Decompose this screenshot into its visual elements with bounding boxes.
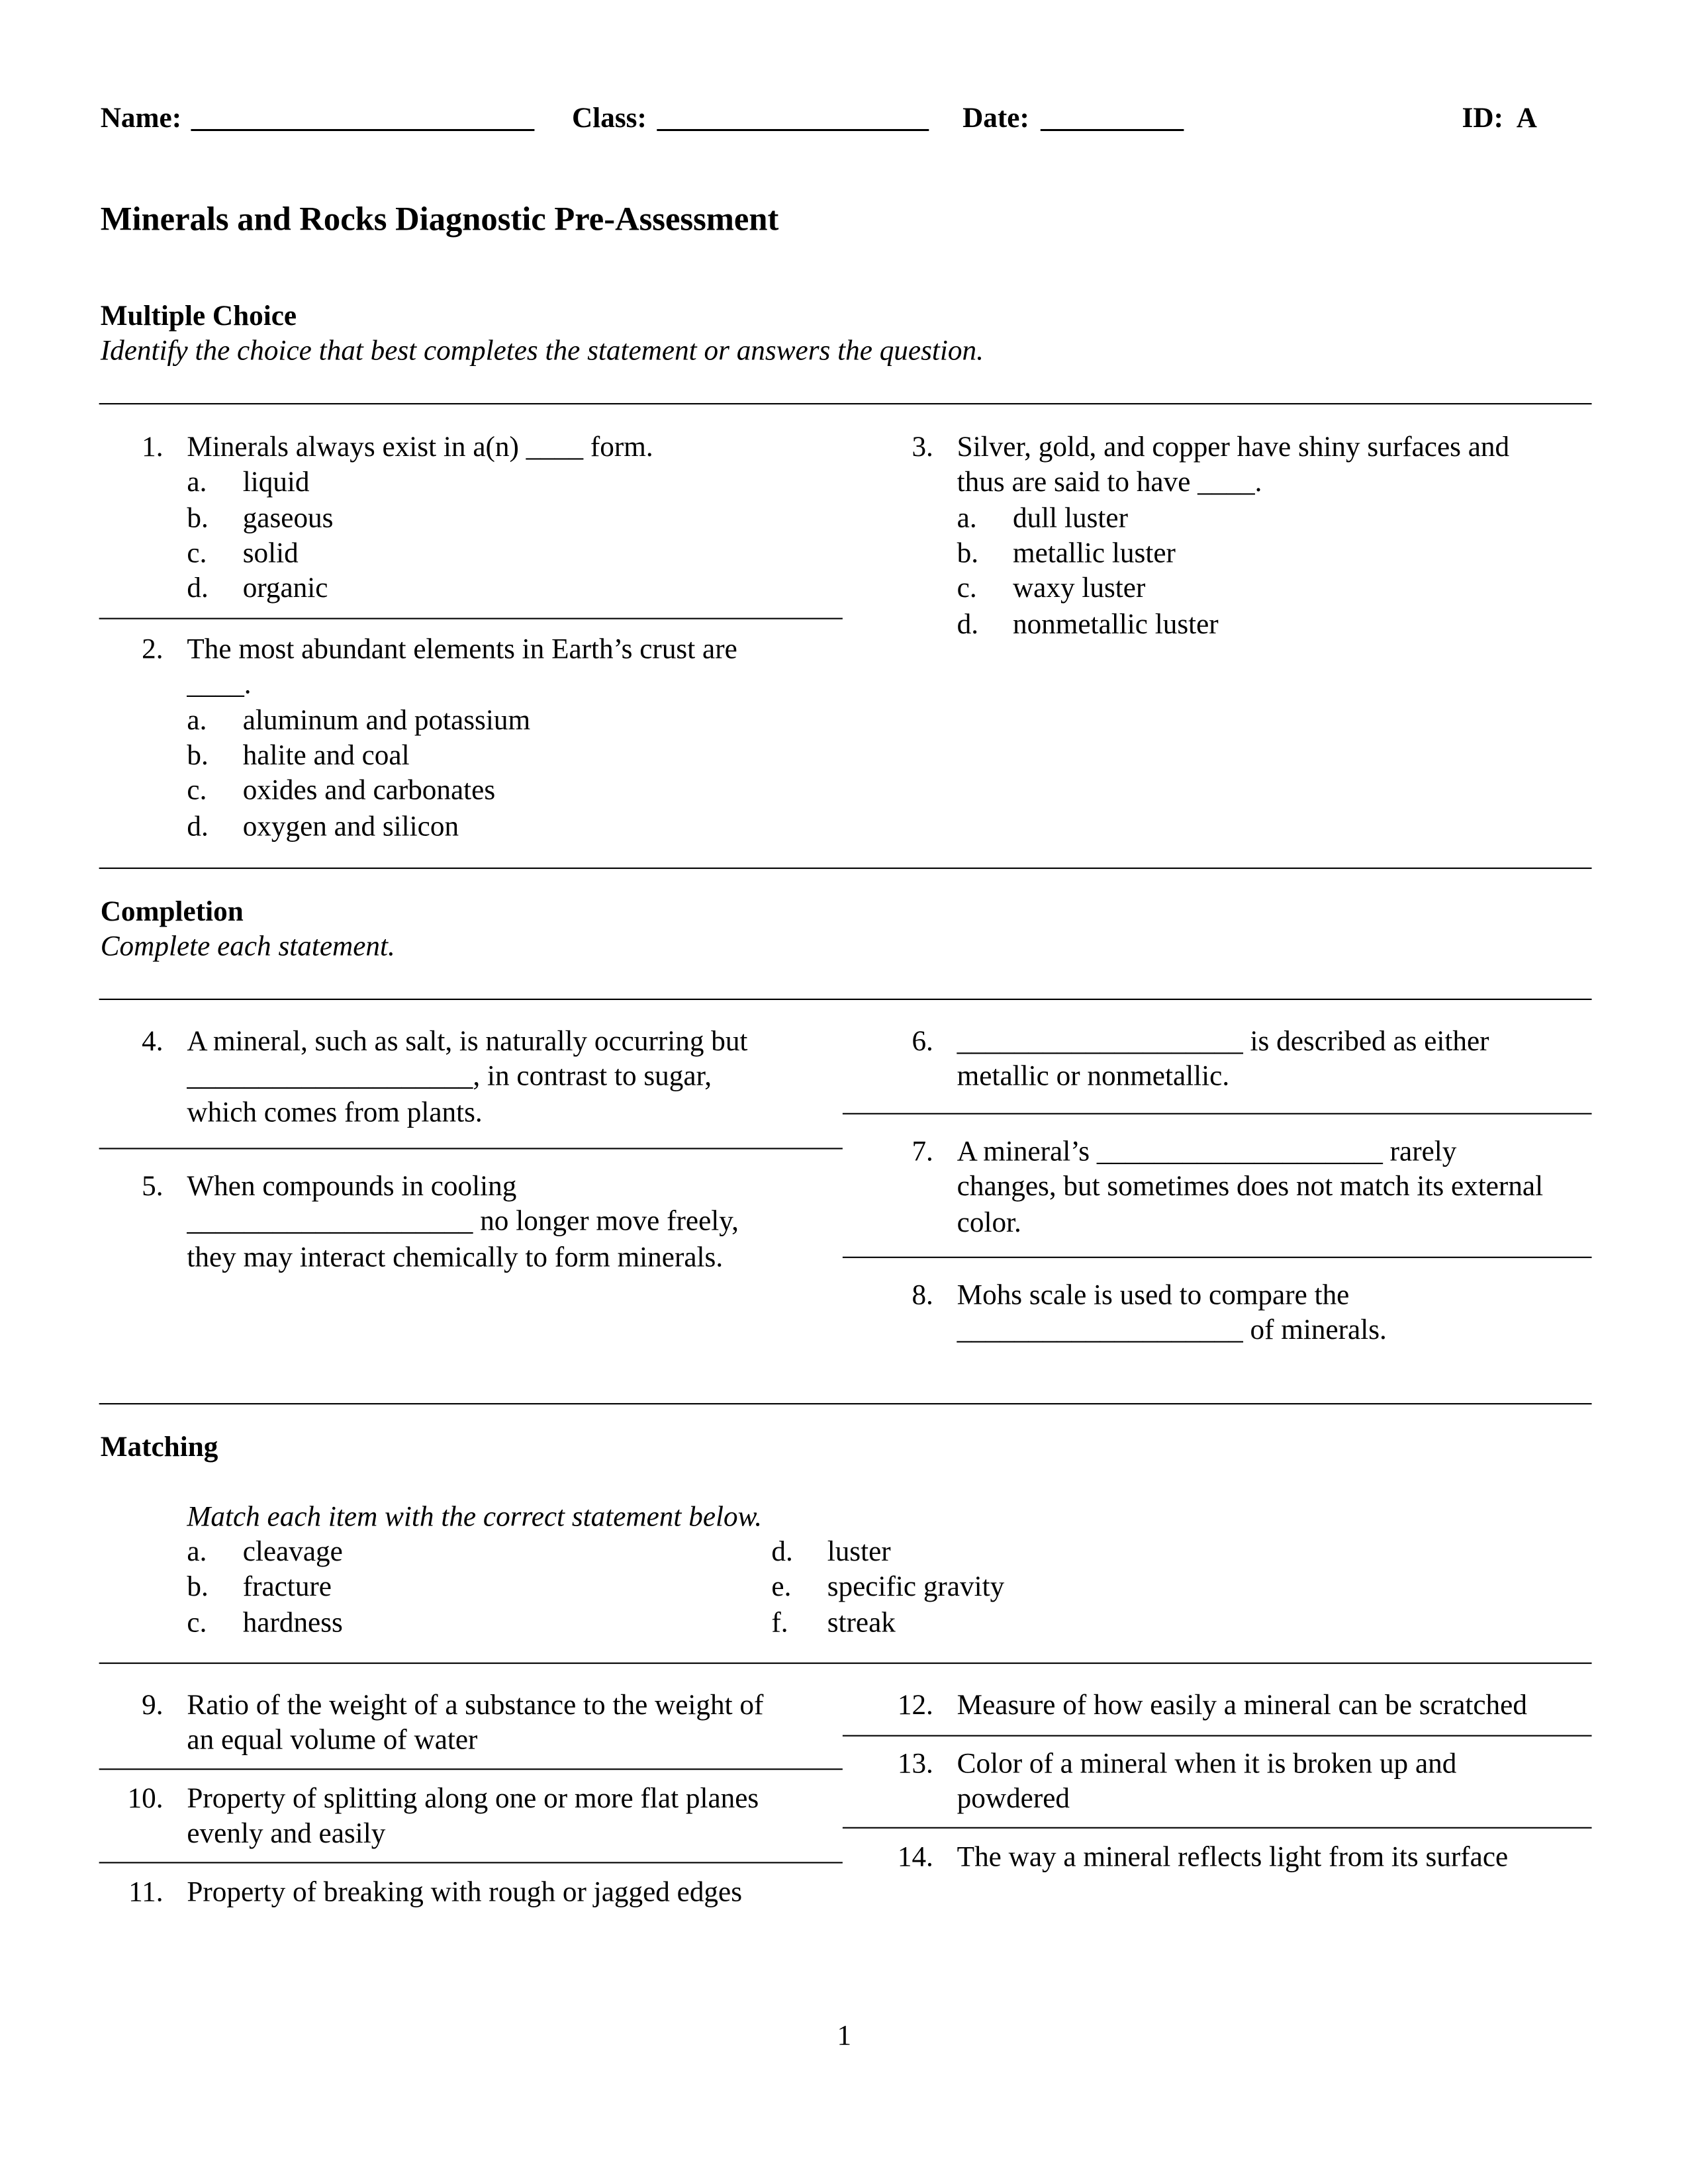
question-text: Minerals always exist in a(n) ____ form. [187,432,653,463]
option-letter[interactable]: d. [187,573,209,604]
divider-line [99,1862,843,1863]
choice-text: streak [827,1607,896,1639]
question-text: metallic or nonmetallic. [957,1062,1230,1093]
section-heading-matching: Matching [100,1432,218,1463]
question-text: When compounds in cooling [187,1171,517,1203]
page-number: 1 [837,2021,852,2052]
question-number: 14. [897,1842,933,1874]
question-number: 3. [912,432,933,463]
option-letter[interactable]: b. [957,538,979,569]
question-text: The most abundant elements in Earth’s crust are [187,634,737,666]
divider-line [99,618,843,619]
divider-line [99,868,1592,869]
divider-line [843,1735,1592,1737]
question-text: which comes from plants. [187,1097,483,1128]
date-label: Date: [962,103,1029,134]
question-text: ____________________ of minerals. [957,1315,1387,1347]
option-text[interactable]: oxides and carbonates [242,776,496,807]
question-text: evenly and easily [187,1819,386,1850]
choice-text: hardness [242,1607,343,1639]
question-text: Property of splitting along one or more flat planes [187,1784,759,1815]
choice-text: specific gravity [827,1572,1005,1604]
id-value: A [1516,103,1537,134]
question-text: A mineral’s ____________________ rarely [957,1136,1457,1167]
question-text: The way a mineral reflects light from its surface [957,1842,1509,1874]
divider-line [99,403,1592,404]
option-letter[interactable]: b. [187,740,209,772]
section-heading-multiple-choice: Multiple Choice [100,301,297,332]
question-text: they may interact chemically to form minerals. [187,1242,724,1273]
choice-text: fracture [242,1572,332,1604]
choice-letter: f. [771,1607,788,1639]
option-text[interactable]: oxygen and silicon [242,811,459,842]
question-number: 6. [912,1026,933,1058]
option-letter[interactable]: a. [957,502,977,534]
date-field[interactable]: __________ [1041,103,1184,134]
divider-line [843,1827,1592,1829]
question-text: color. [957,1207,1021,1238]
option-letter[interactable]: b. [187,502,209,534]
question-text: ____________________, in contrast to sugar, [187,1062,712,1093]
divider-line [99,1662,1592,1664]
option-letter[interactable]: d. [187,811,209,842]
choice-text: luster [827,1537,891,1568]
choice-letter: e. [771,1572,792,1604]
question-number: 9. [142,1690,164,1721]
name-label: Name: [100,103,182,134]
option-text[interactable]: dull luster [1012,502,1128,534]
option-letter[interactable]: c. [957,573,977,604]
question-text: A mineral, such as salt, is naturally occurring but [187,1026,748,1058]
option-text[interactable]: aluminum and potassium [242,705,531,736]
question-text: Measure of how easily a mineral can be scratched [957,1690,1527,1721]
question-number: 12. [897,1690,933,1721]
divider-line [99,1148,843,1149]
option-text[interactable]: waxy luster [1012,573,1146,604]
section-instructions-multiple-choice: Identify the choice that best completes the statement or answers the question. [100,336,984,367]
section-instructions-completion: Complete each statement. [100,931,395,963]
question-number: 2. [142,634,164,666]
question-text: Mohs scale is used to compare the [957,1280,1350,1311]
question-text: changes, but sometimes does not match its external [957,1171,1544,1203]
section-heading-completion: Completion [100,897,244,928]
option-letter[interactable]: c. [187,776,207,807]
question-text: ____________________ no longer move freely, [187,1206,739,1238]
question-text: Property of breaking with rough or jagged edges [187,1877,743,1908]
choice-letter: c. [187,1607,207,1639]
option-letter[interactable]: a. [187,467,207,498]
choice-letter: b. [187,1572,209,1604]
option-text[interactable]: solid [242,538,299,569]
option-text[interactable]: metallic luster [1012,538,1176,569]
divider-line [99,1768,843,1770]
page-title: Minerals and Rocks Diagnostic Pre-Assessment [100,202,779,239]
option-letter[interactable]: d. [957,608,979,640]
question-number: 1. [142,432,164,463]
option-text[interactable]: organic [242,573,328,604]
choice-letter: d. [771,1537,793,1568]
choice-text: cleavage [242,1537,343,1568]
name-field[interactable]: ________________________ [191,103,535,134]
choice-letter: a. [187,1537,207,1568]
question-text: Ratio of the weight of a substance to the weight of [187,1690,764,1721]
question-text: an equal volume of water [187,1725,478,1756]
question-number: 10. [127,1784,164,1815]
option-letter[interactable]: c. [187,538,207,569]
option-text[interactable]: halite and coal [242,740,410,772]
question-number: 8. [912,1280,933,1311]
question-number: 7. [912,1136,933,1167]
divider-line [99,1403,1592,1404]
question-text: Silver, gold, and copper have shiny surfaces and [957,432,1510,463]
option-text[interactable]: nonmetallic luster [1012,608,1219,640]
divider-line [99,999,1592,1000]
question-text: ____. [187,670,252,701]
question-number: 11. [128,1877,164,1908]
section-instructions-matching: Match each item with the correct statement below. [187,1502,763,1533]
option-letter[interactable]: a. [187,705,207,736]
question-number: 4. [142,1026,164,1058]
divider-line [843,1257,1592,1258]
class-field[interactable]: ___________________ [657,103,929,134]
option-text[interactable]: gaseous [242,502,334,534]
question-text: powdered [957,1784,1070,1815]
question-number: 13. [897,1749,933,1780]
divider-line [843,1113,1592,1115]
option-text[interactable]: liquid [242,467,310,498]
question-number: 5. [142,1171,164,1203]
question-text: thus are said to have ____. [957,467,1262,498]
question-text: Color of a mineral when it is broken up and [957,1749,1457,1780]
question-text: ____________________ is described as either [957,1026,1489,1058]
class-label: Class: [572,103,647,134]
id-label: ID: [1462,103,1503,134]
